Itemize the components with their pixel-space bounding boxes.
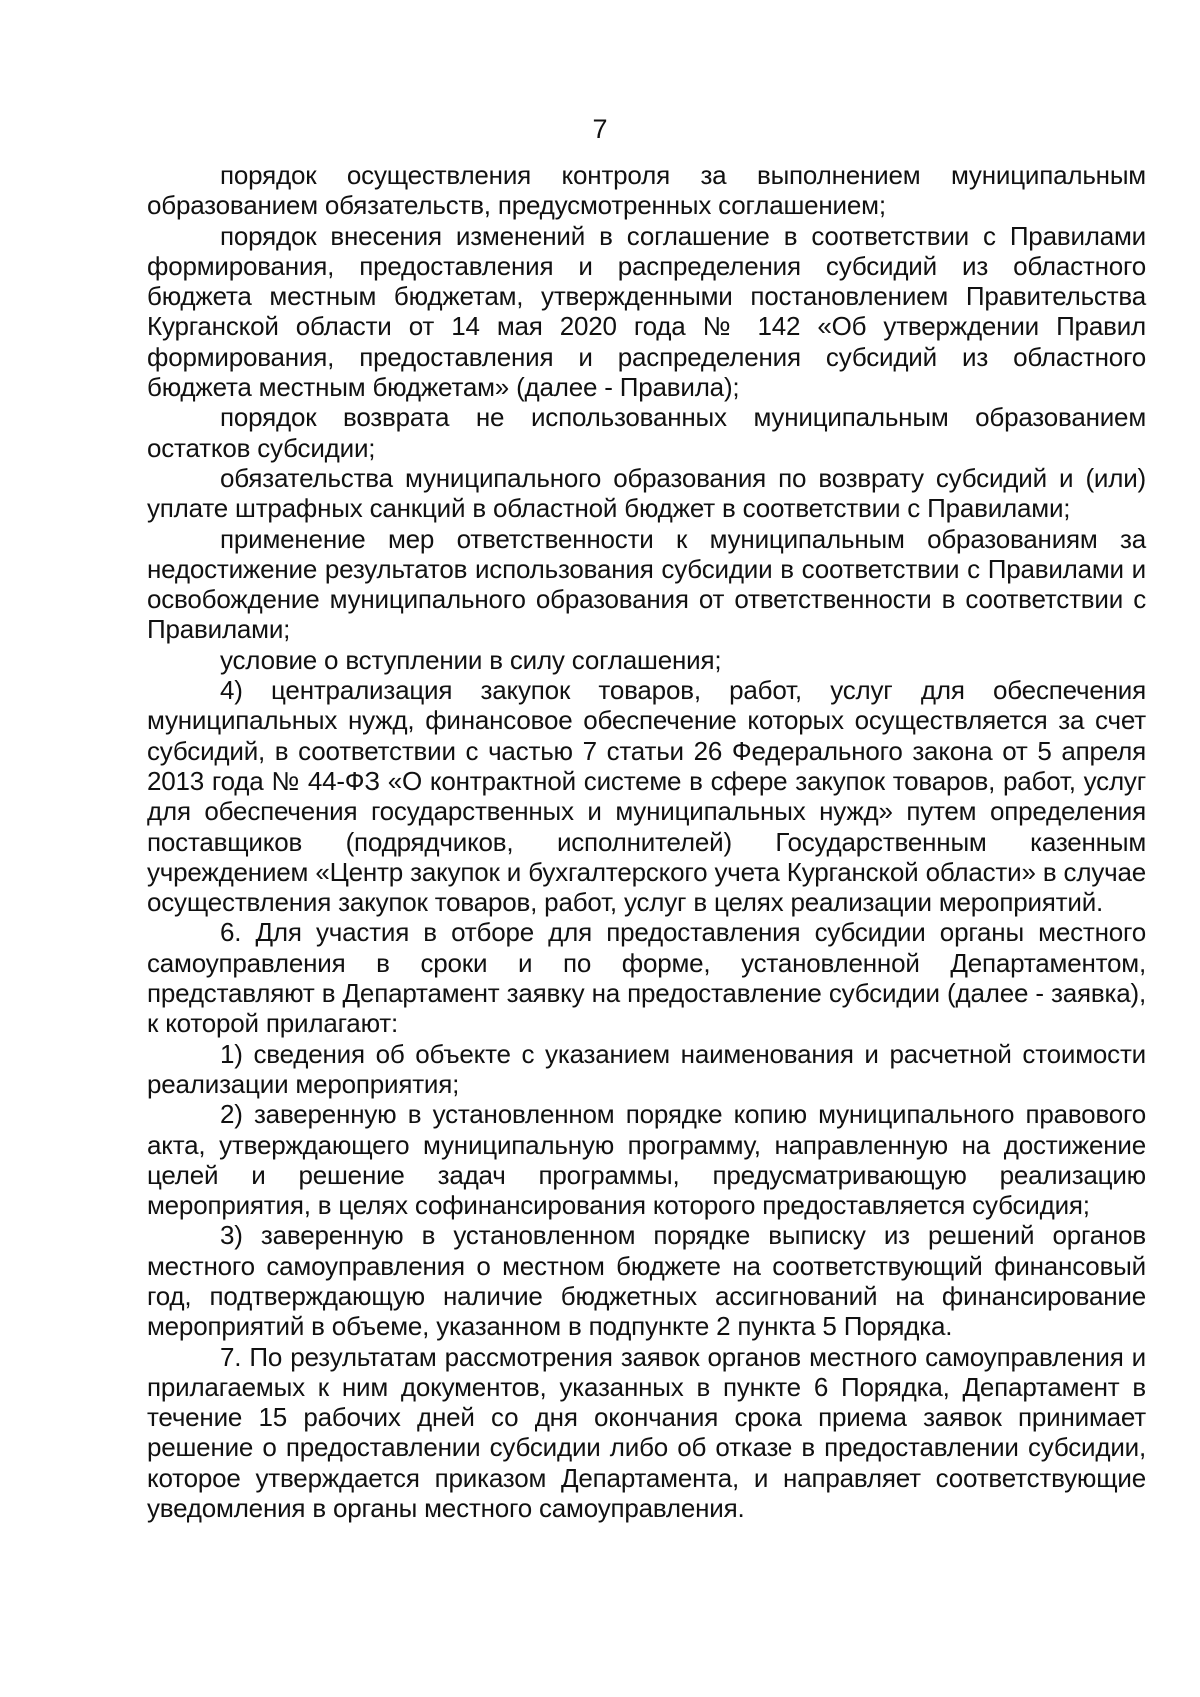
paragraph-entry-into-force: условие о вступлении в силу соглашения; <box>220 644 722 675</box>
paragraph-amendment-procedure: порядок внесения изменений в соглашение в соответствии с Правилами формирования, предоставления и распределения субсидий из областного бюджета местным бюджетам, утвержденными постановлением Правительства Курганской области от 14 мая 2020 года № 142 «Об утверждении Правил формирования, предоставления и распределения субсидий из областного бюджета местным бюджетам» (далее - Правила); <box>147 220 1146 403</box>
paragraph-item-3: 3) заверенную в установленном порядке выписку из решений органов местного самоуправления о местном бюджете на соответствующий финансовый год, подтверждающую наличие бюджетных ассигнований на финансирование мероприятий в объеме, указанном в подпункте 2 пункта 5 Порядка. <box>147 1220 1146 1342</box>
page-number: 7 <box>592 114 608 144</box>
paragraph-section-6: 6. Для участия в отборе для предоставления субсидии органы местного самоуправления в сроки и по форме, установленной Департаментом, представляют в Департамент заявку на предоставление субсидии (далее - заявка), к которой прилагают: <box>147 917 1146 1039</box>
paragraph-section-7: 7. По результатам рассмотрения заявок органов местного самоуправления и прилагаемых к ним документов, указанных в пункте 6 Порядка, Департамент в течение 15 рабочих дней со дня окончания срока приема заявок принимает решение о предоставлении субсидии либо об отказе в предоставлении субсидии, которое утверждается приказом Департамента, и направляет соответствующие уведомления в органы местного самоуправления. <box>147 1341 1146 1524</box>
paragraph-item-1: 1) сведения об объекте с указанием наименования и расчетной стоимости реализации мероприятия; <box>147 1038 1146 1099</box>
paragraph-control-procedure: порядок осуществления контроля за выполнением муниципальным образованием обязательств, предусмотренных соглашением; <box>147 160 1146 221</box>
document-body <box>147 160 1146 1523</box>
paragraph-item-4-procurement: 4) централизация закупок товаров, работ, услуг для обеспечения муниципальных нужд, финансовое обеспечение которых осуществляется за счет субсидий, в соответствии с частью 7 статьи 26 Федерального закона от 5 апреля 2013 года № 44-ФЗ «О контрактной системе в сфере закупок товаров, работ, услуг для обеспечения государственных и муниципальных нужд» путем определения поставщиков (подрядчиков, исполнителей) Государственным казенным учреждением «Центр закупок и бухгалтерского учета Курганской области» в случае осуществления закупок товаров, работ, услуг в целях реализации мероприятий. <box>147 675 1146 918</box>
paragraph-obligations: обязательства муниципального образования по возврату субсидий и (или) уплате штрафных санкций в областной бюджет в соответствии с Правилами; <box>147 462 1146 524</box>
paragraph-item-2: 2) заверенную в установленном порядке копию муниципального правового акта, утверждающего муниципальную программу, направленную на достижение целей и решение задач программы, предусматривающую реализацию мероприятия, в целях софинансирования которого предоставляется субсидия; <box>147 1099 1146 1221</box>
paragraph-return-procedure: порядок возврата не использованных муниципальным образованием остатков субсидии; <box>147 402 1146 463</box>
paragraph-liability-measures: применение мер ответственности к муниципальным образованиям за недостижение результатов использования субсидии в соответствии с Правилами и освобождение муниципального образования от ответственности в соответствии с Правилами; <box>147 523 1146 645</box>
